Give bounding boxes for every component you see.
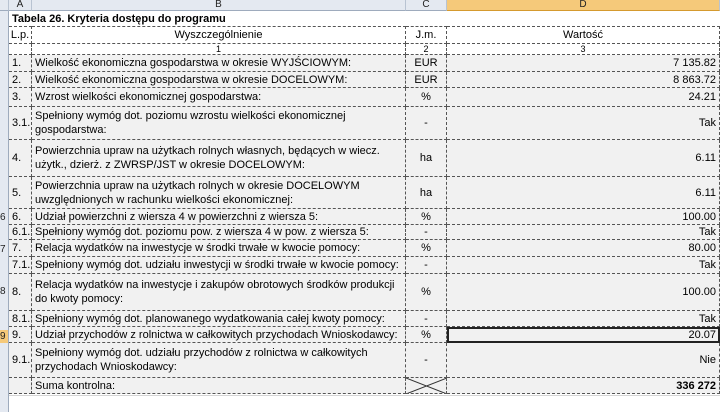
header-unit[interactable]: J.m. — [406, 26, 447, 44]
row-value[interactable]: Nie — [447, 343, 720, 378]
row-value[interactable]: 7 135.82 — [447, 55, 720, 72]
row-unit[interactable]: % — [406, 274, 447, 311]
row-value[interactable]: Tak — [447, 311, 720, 327]
row-value[interactable]: Tak — [447, 225, 720, 240]
header-desc[interactable]: Wyszczególnienie — [32, 26, 406, 44]
numbering-cell-1[interactable]: 1 — [32, 44, 406, 55]
row-value[interactable]: 6.11 — [447, 140, 720, 177]
header-value[interactable]: Wartość — [447, 26, 720, 44]
row-desc[interactable]: Spełniony wymóg dot. planowanego wydatkowania całej kwoty pomocy: — [32, 311, 406, 327]
row-unit[interactable]: EUR — [406, 72, 447, 88]
criteria-table — [9, 26, 720, 412]
row-value[interactable]: 100.00 — [447, 274, 720, 311]
numbering-cell-a[interactable] — [9, 44, 32, 55]
table-row — [9, 72, 720, 88]
row-lp[interactable]: 7.1. — [9, 257, 32, 274]
row-unit[interactable]: % — [406, 327, 447, 343]
table-row — [9, 343, 720, 378]
header-lp[interactable]: L.p. — [9, 26, 32, 44]
column-header-d[interactable]: D — [447, 0, 720, 11]
row-unit[interactable]: % — [406, 240, 447, 257]
row-desc[interactable]: Udział powierzchni z wiersza 4 w powierzchni z wiersza 5: — [32, 209, 406, 225]
row-unit[interactable]: - — [406, 225, 447, 240]
table-row — [9, 225, 720, 240]
row-desc[interactable]: Spełniony wymóg dot. poziomu pow. z wiersza 4 w pow. z wiersza 5: — [32, 225, 406, 240]
row-lp[interactable]: 8. — [9, 274, 32, 311]
row-number-9[interactable]: 9 — [0, 331, 6, 342]
column-header-c[interactable]: C — [406, 0, 447, 11]
row-lp[interactable]: 9. — [9, 327, 32, 343]
row-unit[interactable]: ha — [406, 177, 447, 209]
row-lp[interactable]: 3.1. — [9, 107, 32, 140]
selected-cell-value[interactable]: 20.07 — [447, 327, 720, 343]
cross-mark-icon — [406, 378, 447, 394]
table-row — [9, 311, 720, 327]
column-header-b[interactable]: B — [32, 0, 406, 11]
table-row — [9, 88, 720, 107]
row-value[interactable]: Tak — [447, 107, 720, 140]
row-desc[interactable]: Wielkość ekonomiczna gospodarstwa w okresie DOCELOWYM: — [32, 72, 406, 88]
table-header-row — [9, 26, 720, 44]
row-value[interactable]: Tak — [447, 257, 720, 274]
table-row — [9, 107, 720, 140]
row-desc[interactable]: Wielkość ekonomiczna gospodarstwa w okresie WYJŚCIOWYM: — [32, 55, 406, 72]
numbering-cell-2[interactable]: 2 — [406, 44, 447, 55]
row-desc[interactable]: Relacja wydatków na inwestycje i zakupów obrotowych środków produkcji do kwoty pomocy: — [32, 274, 406, 311]
row-unit[interactable]: ha — [406, 140, 447, 177]
row-value[interactable]: 8 863.72 — [447, 72, 720, 88]
row-desc[interactable]: Powierzchnia upraw na użytkach rolnych w okresie DOCELOWYM uwzględnionych w rachunku wielkości ekonomicznej: — [32, 177, 406, 209]
row-number-6[interactable]: 6 — [0, 212, 6, 223]
row-number-8[interactable]: 8 — [0, 286, 6, 297]
row-lp[interactable]: 6. — [9, 209, 32, 225]
row-desc[interactable]: Spełniony wymóg dot. udziału inwestycji w środki trwałe w kwocie pomocy: — [32, 257, 406, 274]
row-desc[interactable]: Wzrost wielkości ekonomicznej gospodarstwa: — [32, 88, 406, 107]
select-all-corner[interactable] — [0, 0, 9, 11]
row-lp[interactable]: 3. — [9, 88, 32, 107]
row-lp[interactable] — [9, 378, 32, 394]
table-row — [9, 177, 720, 209]
numbering-cell-3[interactable]: 3 — [447, 44, 720, 55]
table-row — [9, 55, 720, 72]
table-numbering-row — [9, 44, 720, 55]
row-desc[interactable]: Spełniony wymóg dot. udziału przychodów z rolnictwa w całkowitych przychodach Wnioskodawcy: — [32, 343, 406, 378]
row-value[interactable]: 100.00 — [447, 209, 720, 225]
row-unit[interactable]: % — [406, 88, 447, 107]
gridline — [9, 395, 720, 396]
row-desc[interactable]: Suma kontrolna: — [32, 378, 406, 394]
row-unit[interactable]: - — [406, 107, 447, 140]
checksum-value[interactable]: 336 272 — [447, 378, 720, 394]
table-row — [9, 240, 720, 257]
row-lp[interactable]: 4. — [9, 140, 32, 177]
row-desc[interactable]: Spełniony wymóg dot. poziomu wzrostu wielkości ekonomicznej gospodarstwa: — [32, 107, 406, 140]
table-row — [9, 209, 720, 225]
row-lp[interactable]: 2. — [9, 72, 32, 88]
column-header-a[interactable]: A — [9, 0, 32, 11]
row-lp[interactable]: 5. — [9, 177, 32, 209]
row-unit[interactable]: - — [406, 343, 447, 378]
crossed-cell[interactable] — [406, 378, 447, 394]
table-row — [9, 140, 720, 177]
table-row-selected — [9, 327, 720, 343]
table-row — [9, 274, 720, 311]
row-lp[interactable]: 8.1. — [9, 311, 32, 327]
row-desc[interactable]: Powierzchnia upraw na użytkach rolnych własnych, będących w wiecz. użytk., dzierż. z ZWRSP/JST w okresie DOCELOWYM: — [32, 140, 406, 177]
row-value[interactable]: 24.21 — [447, 88, 720, 107]
row-lp[interactable]: 1. — [9, 55, 32, 72]
row-value[interactable]: 6.11 — [447, 177, 720, 209]
row-lp[interactable]: 9.1. — [9, 343, 32, 378]
row-unit[interactable]: EUR — [406, 55, 447, 72]
row-lp[interactable]: 6.1. — [9, 225, 32, 240]
row-desc[interactable]: Udział przychodów z rolnictwa w całkowitych przychodach Wnioskodawcy: — [32, 327, 406, 343]
row-number-7[interactable]: 7 — [0, 244, 6, 255]
row-unit[interactable]: % — [406, 209, 447, 225]
row-lp[interactable]: 7. — [9, 240, 32, 257]
table-title: Tabela 26. Kryteria dostępu do programu — [12, 13, 226, 25]
table-row — [9, 257, 720, 274]
row-value[interactable]: 80.00 — [447, 240, 720, 257]
row-unit[interactable]: - — [406, 257, 447, 274]
row-unit[interactable]: - — [406, 311, 447, 327]
table-row-checksum — [9, 378, 720, 394]
row-desc[interactable]: Relacja wydatków na inwestycje w środki trwałe w kwocie pomocy: — [32, 240, 406, 257]
